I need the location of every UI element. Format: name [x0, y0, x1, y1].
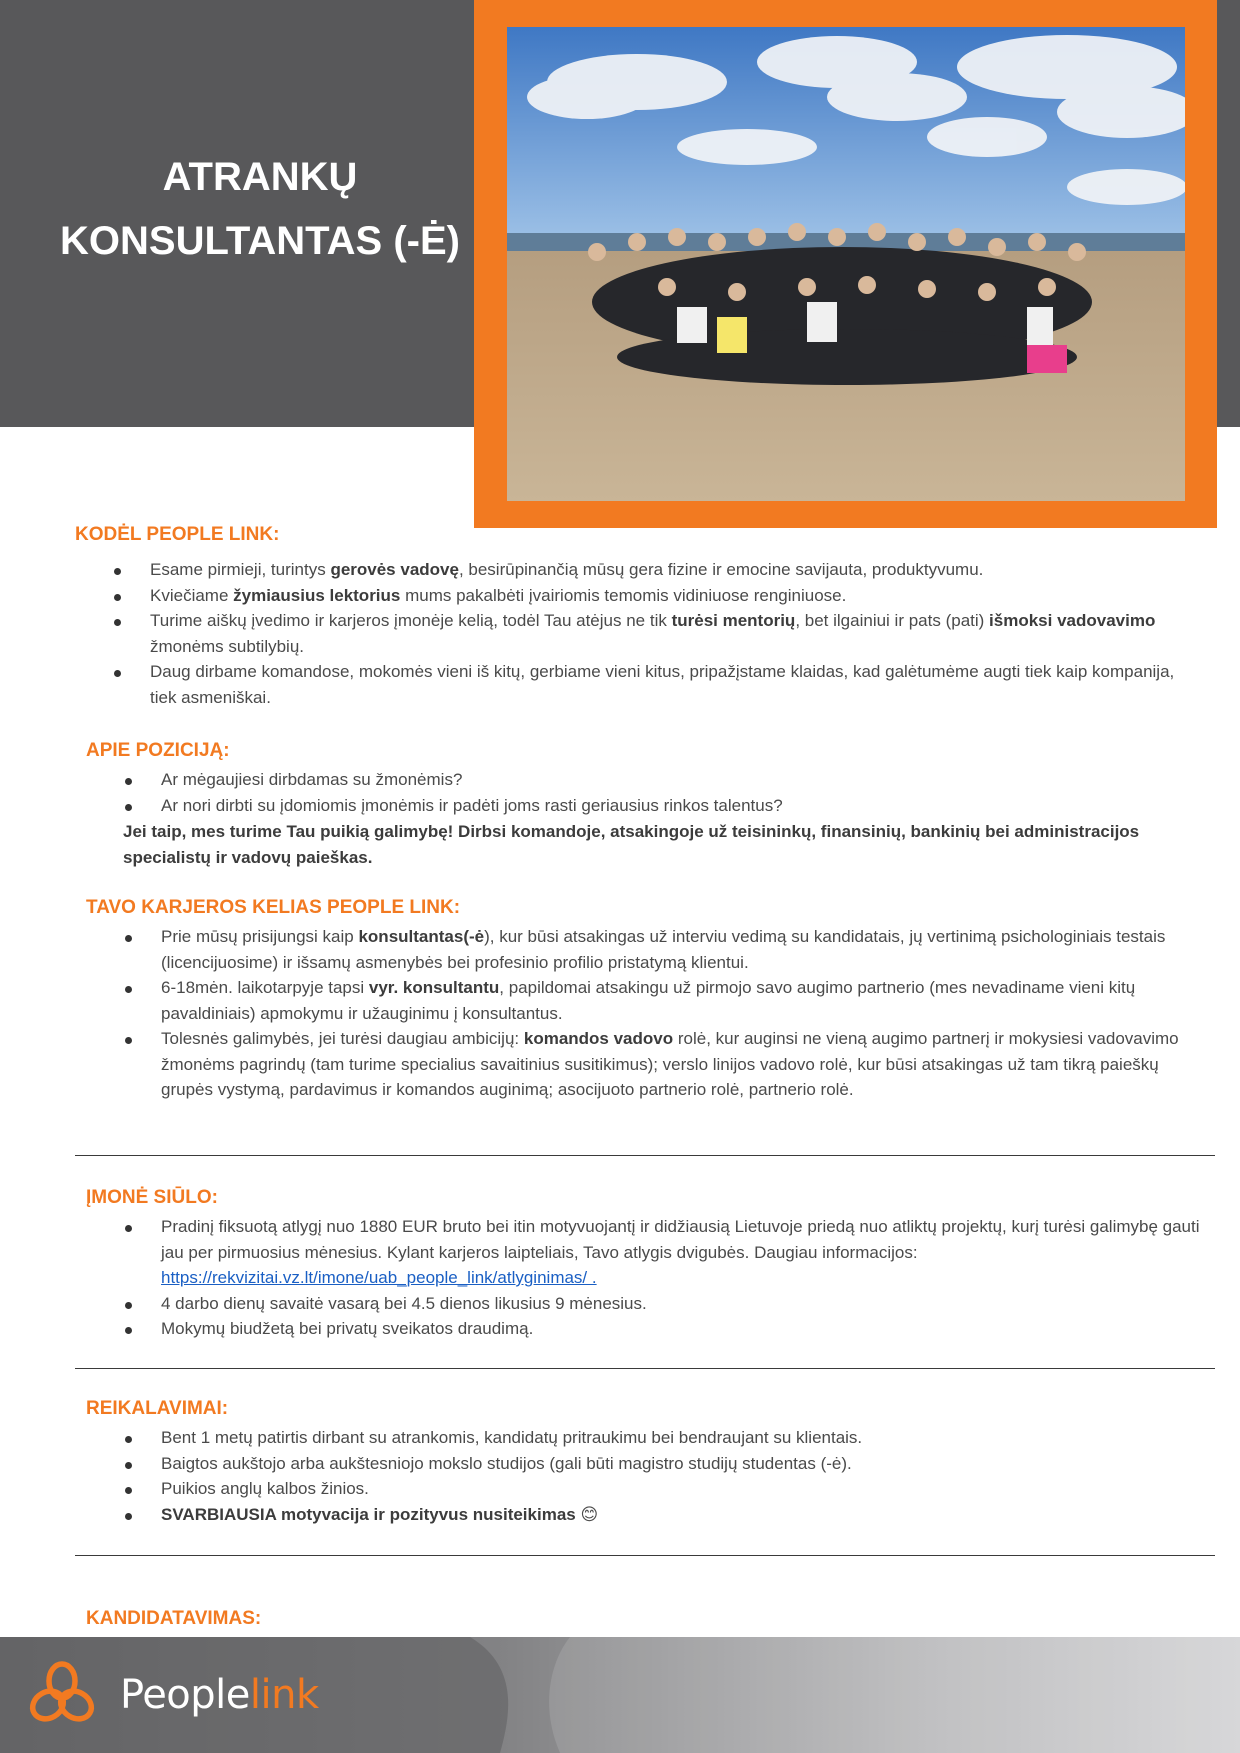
title-line-2: KONSULTANTAS (-Ė) — [60, 219, 460, 263]
logo-mark-icon — [28, 1659, 96, 1731]
bullet — [125, 1487, 132, 1494]
bullet — [114, 568, 121, 575]
why-list — [114, 557, 1184, 710]
list-item: Daug dirbame komandose, mokomės vieni iš kitų, gerbiame vieni kitus, pripažįstame klaidas, kad galėtumėme augti tiek kaip kompanija, tiek asmeniškai. — [114, 659, 1184, 710]
bullet — [125, 804, 132, 811]
career-list — [125, 924, 1195, 1103]
bullet — [125, 1327, 132, 1334]
bullet — [125, 1436, 132, 1443]
section-title-offer: ĮMONĖ SIŪLO: — [86, 1187, 218, 1208]
section-title-why: KODĖL PEOPLE LINK: — [75, 524, 280, 545]
bullet — [114, 619, 121, 626]
list-item: Pradinį fiksuotą atlygį nuo 1880 EUR bruto bei itin motyvuojantį ir didžiausią Lietuvoje priedą nuo atliktų projektų, kurį turėsi galimybę gauti jau per pirmuosius mėnesius. Kylant karjeros laipteliais, Tavo atlygis dvigubės. Daugiau informacijos: https://rekvizitai.vz.lt/imone/uab_people_link/atlyginimas/ . — [125, 1214, 1210, 1291]
smile-icon: 😊 — [580, 1504, 599, 1524]
divider — [75, 1368, 1215, 1369]
divider — [75, 1555, 1215, 1556]
bullet — [125, 935, 132, 942]
salary-info-link[interactable]: https://rekvizitai.vz.lt/imone/uab_people_link/atlyginimas/ . — [161, 1268, 597, 1287]
bullet — [125, 778, 132, 785]
page-title — [40, 145, 480, 273]
photo-frame — [474, 0, 1217, 528]
list-item: Ar mėgaujiesi dirbdamas su žmonėmis? — [125, 767, 1205, 793]
bullet — [125, 1302, 132, 1309]
list-item: Kviečiame žymiausius lektorius mums pakalbėti įvairiomis temomis vidiniuose renginiuose. — [114, 583, 1184, 609]
bullet — [125, 1513, 132, 1520]
section-title-career: TAVO KARJEROS KELIAS PEOPLE LINK: — [86, 897, 461, 918]
list-item: Bent 1 metų patirtis dirbant su atrankomis, kandidatų pritraukimu bei bendraujant su klientais. — [125, 1425, 1195, 1451]
footer — [0, 1637, 1240, 1753]
peoplelink-logo — [28, 1659, 319, 1731]
bullet — [114, 594, 121, 601]
requirements-list — [125, 1425, 1195, 1527]
offer-list — [125, 1214, 1210, 1342]
list-item: SVARBIAUSIA motyvacija ir pozityvus nusiteikimas 😊 — [125, 1502, 1195, 1528]
list-item: 6-18mėn. laikotarpyje tapsi vyr. konsultantu, papildomai atsakingu už pirmojo savo augimo partnerio (mes nevadiname vieni kitų pavaldiniais) apmokymu ir užauginimu į konsultantus. — [125, 975, 1195, 1026]
team-photo — [507, 27, 1185, 501]
bullet — [114, 670, 121, 677]
list-item: Baigtos aukštojo arba aukštesniojo mokslo studijos (gali būti magistro studijų studentas (-ė). — [125, 1451, 1195, 1477]
position-list — [125, 767, 1205, 818]
bullet — [125, 1462, 132, 1469]
divider — [75, 1155, 1215, 1156]
list-item: Esame pirmieji, turintys gerovės vadovę, besirūpinančią mūsų gera fizine ir emocine savijauta, produktyvumu. — [114, 557, 1184, 583]
list-item: Ar nori dirbti su įdomiomis įmonėmis ir padėti joms rasti geriausius rinkos talentus? — [125, 793, 1205, 819]
section-title-requirements: REIKALAVIMAI: — [86, 1398, 229, 1419]
logo-wordmark: Peoplelink — [120, 1672, 319, 1718]
list-item: Puikios anglų kalbos žinios. — [125, 1476, 1195, 1502]
section-title-position: APIE POZICIJĄ: — [86, 740, 230, 761]
bullet — [125, 1037, 132, 1044]
bullet — [125, 986, 132, 993]
list-item: 4 darbo dienų savaitė vasarą bei 4.5 dienos likusius 9 mėnesius. — [125, 1291, 1210, 1317]
list-item: Prie mūsų prisijungsi kaip konsultantas(-ė), kur būsi atsakingas už interviu vedimą su kandidatais, jų vertinimą psichologiniais testais (licencijuosime) ir išsamų asmenybės bei profesinio profilio pristatymą klientui. — [125, 924, 1195, 975]
list-item: Mokymų biudžetą bei privatų sveikatos draudimą. — [125, 1316, 1210, 1342]
bullet — [125, 1225, 132, 1232]
list-item: Turime aiškų įvedimo ir karjeros įmonėje kelią, todėl Tau atėjus ne tik turėsi mentorių, bet ilgainiui ir pats (pati) išmoksi vadovavimo žmonėms subtilybių. — [114, 608, 1184, 659]
list-item: Tolesnės galimybės, jei turėsi daugiau ambicijų: komandos vadovo rolė, kur auginsi ne vieną augimo partnerį ir mokysiesi vadovavimo žmonėms pagrindų (tam turime specialius savaitinius susitikimus); verslo linijos vadovo rolė, kur būsi atsakingas už tam tikrą paieškų grupės vystymą, pardavimus ir komandos auginimą; asocijuoto partnerio rolė, partnerio rolė. — [125, 1026, 1195, 1103]
position-closing: Jei taip, mes turime Tau puikią galimybę! Dirbsi komandoje, atsakingoje už teisininkų, finansinių, bankinių bei administracijos specialistų ir vadovų paieškas. — [123, 822, 1140, 867]
title-line-1: ATRANKŲ — [162, 155, 358, 199]
section-title-apply: KANDIDATAVIMAS: — [86, 1608, 262, 1629]
